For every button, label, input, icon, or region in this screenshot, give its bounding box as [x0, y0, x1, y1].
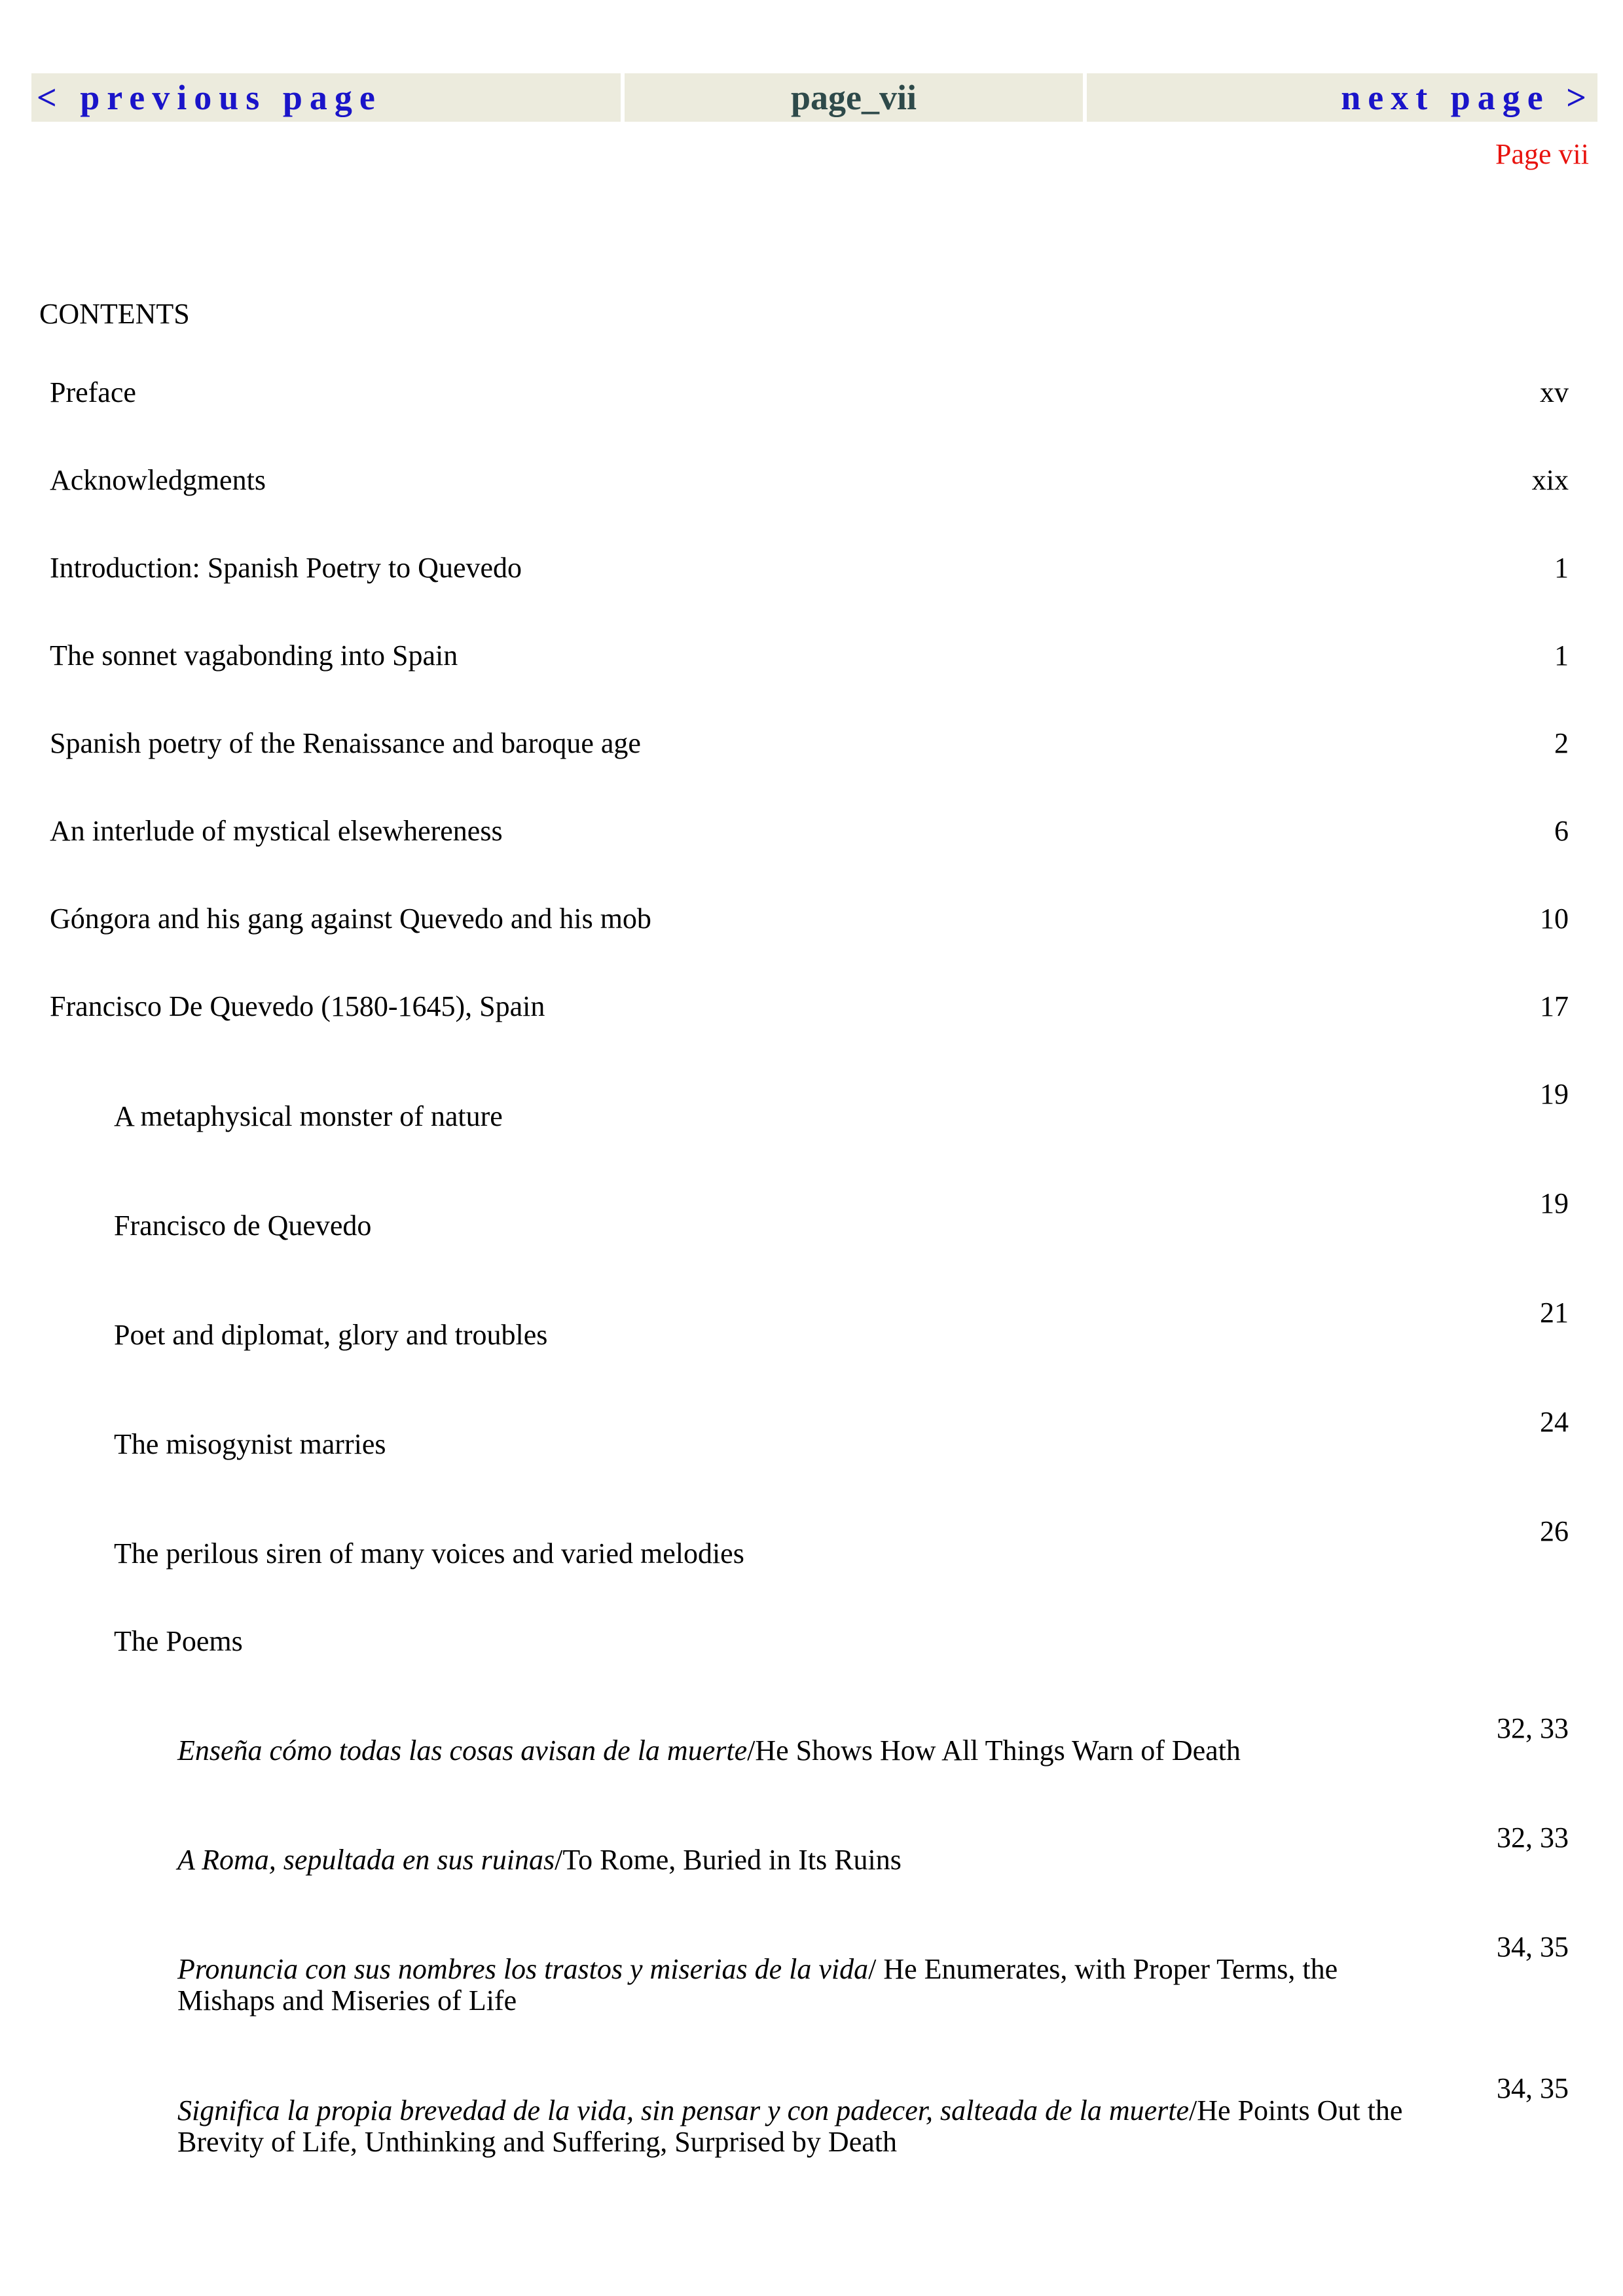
contents-heading: CONTENTS: [39, 298, 190, 330]
toc-entry-page: 26: [1540, 1515, 1569, 1547]
toc-entry-title: The sonnet vagabonding into Spain: [50, 639, 458, 672]
toc-entry-title: [177, 2095, 1441, 2158]
title-spanish: A Roma, sepultada en sus ruinas: [177, 1844, 555, 1876]
toc-entry-page: 1: [1554, 552, 1569, 584]
title-spanish: Pronuncia con sus nombres los trastos y miserias de la vida: [177, 1953, 869, 1985]
toc-entry-page: 1: [1554, 639, 1569, 672]
toc-entry-title: A metaphysical monster of nature: [114, 1100, 503, 1132]
toc-entry-title: [177, 1844, 1441, 1876]
toc-entry-page: xv: [1540, 376, 1569, 408]
page-id-label: page_vii: [625, 73, 1083, 122]
toc-entry-page: 34, 35: [1497, 2072, 1569, 2104]
toc-entry-page: 19: [1540, 1078, 1569, 1110]
toc-entry-title: Introduction: Spanish Poetry to Quevedo: [50, 552, 522, 584]
title-spanish: Significa la propia brevedad de la vida, sin pensar y con padecer, salteada de la muerte: [177, 2094, 1190, 2126]
toc-entry-title: Spanish poetry of the Renaissance and baroque age: [50, 727, 641, 759]
toc-entry-page: 19: [1540, 1187, 1569, 1219]
toc-entry-page: xix: [1531, 464, 1569, 496]
page-navigation-bar: [31, 73, 1597, 122]
toc-entry-page: 24: [1540, 1406, 1569, 1438]
toc-entry-title: Góngora and his gang against Quevedo and his mob: [50, 903, 651, 935]
toc-entry-title: The Poems: [114, 1625, 243, 1657]
toc-entry-title: An interlude of mystical elsewhereness: [50, 815, 503, 847]
toc-entry-page: 2: [1554, 727, 1569, 759]
toc-entry-page: 32, 33: [1497, 1712, 1569, 1744]
toc-entry-title: Preface: [50, 376, 136, 408]
toc-entry-page: 17: [1540, 990, 1569, 1022]
title-spanish: Enseña cómo todas las cosas avisan de la muerte: [177, 1734, 748, 1767]
toc-entry-page: 21: [1540, 1297, 1569, 1329]
title-english: /He Shows How All Things Warn of Death: [747, 1734, 1241, 1767]
title-english: /He Points Out the Brevity of Life, Unthinking and Suffering, Surprised by Death: [177, 2094, 1403, 2158]
toc-entry-page: 10: [1540, 903, 1569, 935]
next-page-link[interactable]: next page >: [1087, 73, 1597, 122]
toc-entry-title: Francisco De Quevedo (1580-1645), Spain: [50, 990, 545, 1022]
title-english: / He Enumerates, with Proper Terms, the Mishaps and Miseries of Life: [177, 1953, 1338, 2017]
toc-entry-page: 34, 35: [1497, 1931, 1569, 1963]
toc-entry-title: The perilous siren of many voices and varied melodies: [114, 1537, 744, 1570]
toc-entry-title: The misogynist marries: [114, 1428, 386, 1460]
toc-entry-title: Francisco de Quevedo: [114, 1210, 372, 1242]
toc-entry-title: Poet and diplomat, glory and troubles: [114, 1319, 548, 1351]
toc-entry-page: 32, 33: [1497, 1821, 1569, 1854]
toc-entry-title: Acknowledgments: [50, 464, 266, 496]
toc-entry-title: [177, 1954, 1441, 2017]
toc-entry-page: 6: [1554, 815, 1569, 847]
toc-entry-title: [177, 1735, 1441, 1767]
page-number-label: Page vii: [1495, 138, 1589, 170]
title-english: /To Rome, Buried in Its Ruins: [555, 1844, 902, 1876]
previous-page-link[interactable]: < previous page: [31, 73, 621, 122]
